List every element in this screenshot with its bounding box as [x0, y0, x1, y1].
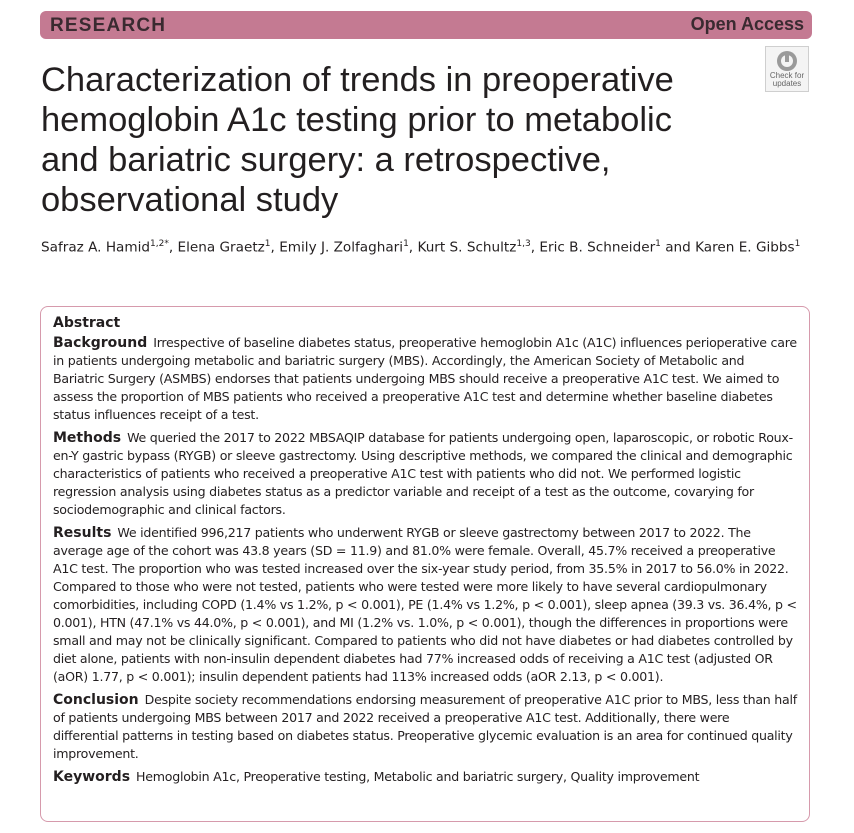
section-label: RESEARCH — [50, 15, 167, 36]
author-separator: , — [408, 239, 418, 256]
methods-text: We queried the 2017 to 2022 MBSAQIP database for patients undergoing open, laparoscopic, or robotic Roux-en-Y gastric bypass (RYGB) or sleeve gastrectomy. Using descriptive methods, we compared the clinical and demographic characteristics of patients who received a preoperative A1C test with patients who did not. We performed logistic regression analysis using diabetes status as a predictor variable and receipt of a test as the outcome, covarying for sociodemographic and clinical factors. — [53, 430, 793, 517]
abstract-box — [40, 306, 810, 822]
author-affiliation: 1 — [655, 239, 661, 249]
results-label: Results — [53, 525, 112, 541]
check-updates-icon — [776, 50, 798, 72]
results-text: We identified 996,217 patients who underwent RYGB or sleeve gastrectomy between 2017 to 2022. The average age of the cohort was 43.8 years (SD = 11.9) and 81.0% were female. Overall, 45.7% received a preoperative A1C test. The proportion who was tested increased over the six-year study period, from 35.5% in 2017 to 56.0% in 2022. Compared to those who were not tested, patients who were tested were more likely to have several cardiopulmonary comorbidities, including COPD (1.4% vs 1.2%, p < 0.001), PE (1.4% vs 1.2%, p < 0.001), sleep apnea (39.3 vs. 36.4%, p < 0.001), HTN (47.1% vs 44.0%, p < 0.001), and MI (1.2% vs. 1.0%, p < 0.001), though the differences in proportions were small and may not be clinically significant. Compared to patients who did not have diabetes or had diabetes controlled by diet alone, patients with non-insulin dependent diabetes had 77% increased odds of receiving a A1C test (adjusted OR (aOR) 1.77, p < 0.001); insulin dependent patients had 113% increased odds (aOR 2.13, p < 0.001). — [53, 525, 797, 684]
methods-label: Methods — [53, 430, 122, 446]
author-separator: and — [660, 239, 696, 256]
author-list — [41, 239, 800, 256]
abstract-conclusion — [53, 691, 797, 763]
background-label: Background — [53, 335, 148, 351]
author-separator: , — [530, 239, 540, 256]
background-text: Irrespective of baseline diabetes status, preoperative hemoglobin A1c (A1C) influences perioperative care in patients undergoing metabolic and bariatric surgery (MBS). Accordingly, the American Society of Metabolic and Bariatric Surgery (ASMBS) endorses that patients undergoing MBS should receive a preoperative A1C test. We aimed to assess the proportion of MBS patients who received a preoperative A1C test and determine whether baseline diabetes status influences receipt of a test. — [53, 335, 797, 422]
author-name[interactable]: Kurt S. Schultz — [417, 239, 517, 256]
author-name[interactable]: Karen E. Gibbs — [695, 239, 795, 256]
author-name[interactable]: Emily J. Zolfaghari — [279, 239, 404, 256]
conclusion-text: Despite society recommendations endorsing measurement of preoperative A1C prior to MBS, less than half of patients undergoing MBS between 2017 and 2022 received a preoperative A1C test. Additionally, there were differential patterns in testing based on diabetes status. Preoperative glycemic evaluation is an area for continued quality improvement. — [53, 692, 797, 761]
article-title: Characterization of trends in preoperative hemoglobin A1c testing prior to metabolic and bariatric surgery: a retrospective, observational study — [41, 61, 674, 219]
open-access-label: Open Access — [690, 14, 804, 34]
author-name[interactable]: Safraz A. Hamid — [41, 239, 151, 256]
abstract-methods — [53, 429, 797, 519]
author-affiliation: 1 — [403, 239, 409, 249]
author-separator: , — [270, 239, 280, 256]
keywords-label: Keywords — [53, 769, 131, 785]
abstract-keywords — [53, 768, 797, 786]
author-name[interactable]: Elena Graetz — [177, 239, 265, 256]
author-affiliation: 1,2* — [150, 239, 169, 249]
author-affiliation: 1,3 — [516, 239, 531, 249]
keywords-text: Hemoglobin A1c, Preoperative testing, Metabolic and bariatric surgery, Quality improvement — [136, 769, 700, 784]
check-badge-line1: Check for — [769, 71, 805, 80]
check-badge-line2: updates — [772, 79, 802, 88]
abstract-heading: Abstract — [53, 315, 121, 331]
author-affiliation: 1 — [794, 239, 801, 249]
abstract-results — [53, 524, 797, 686]
article-type-banner — [40, 11, 812, 39]
conclusion-label: Conclusion — [53, 692, 139, 708]
check-for-updates-badge[interactable] — [765, 46, 809, 92]
author-name[interactable]: Eric B. Schneider — [539, 239, 656, 256]
author-affiliation: 1 — [264, 239, 271, 249]
abstract-background — [53, 334, 797, 424]
author-separator: , — [168, 239, 178, 256]
